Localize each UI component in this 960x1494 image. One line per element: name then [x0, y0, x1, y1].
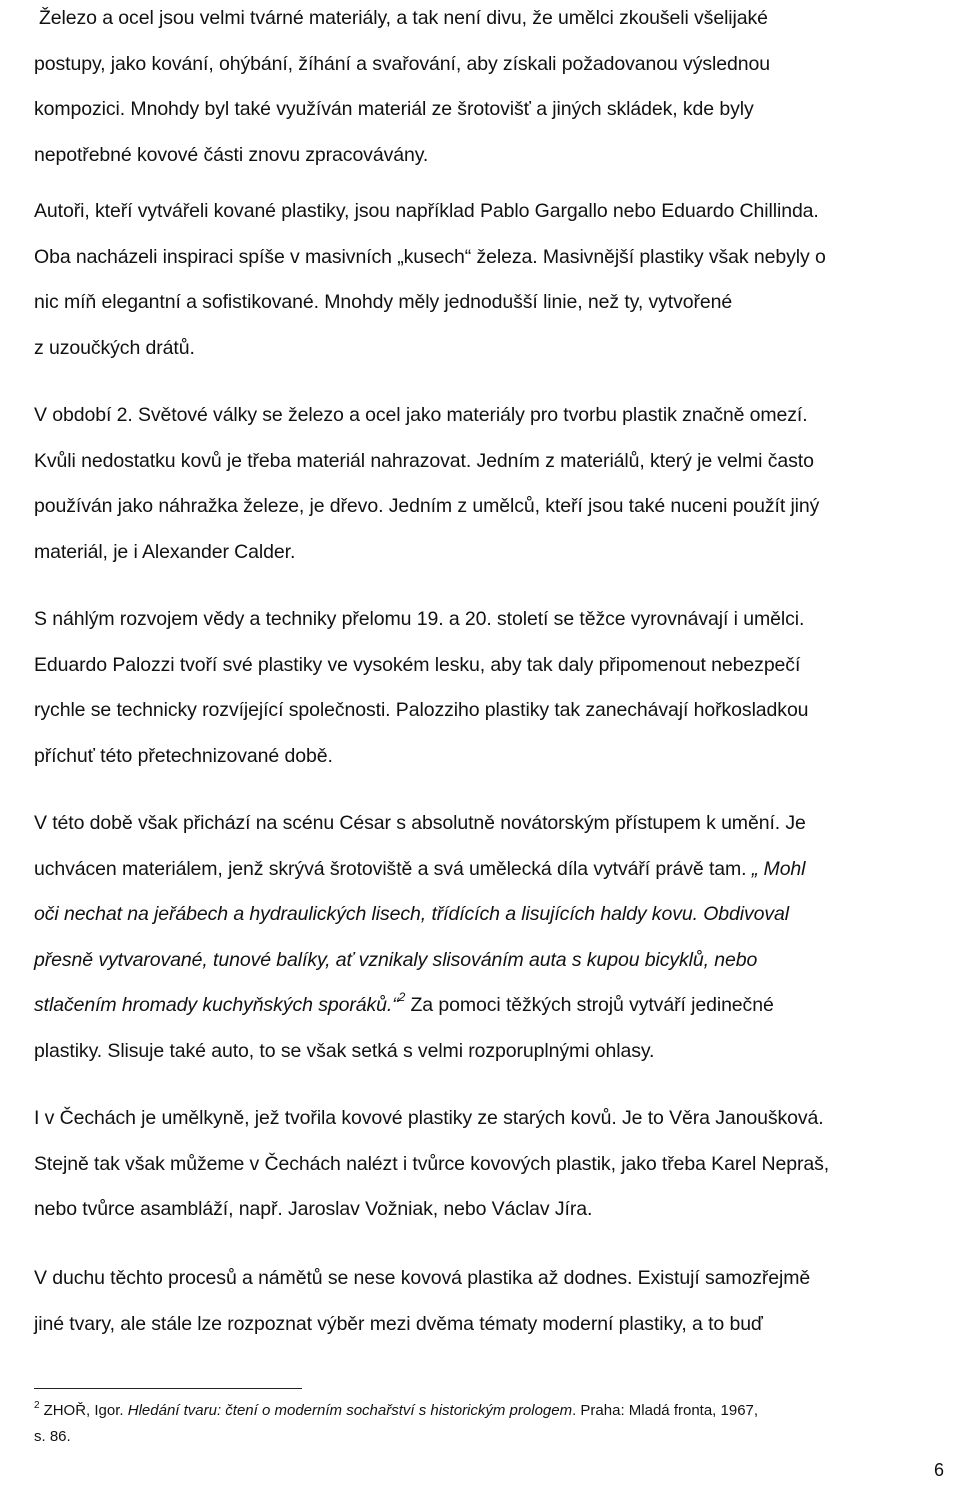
text-line: Eduardo Palozzi tvoří své plastiky ve vysokém lesku, aby tak daly připomenout nebezpečí: [34, 653, 801, 676]
text-segment: Za pomoci těžkých strojů vytváří jedinečné: [405, 994, 774, 1016]
text-line: nic míň elegantní a sofistikované. Mnohdy měly jednodušší linie, než ty, vytvořené: [34, 291, 733, 313]
text-line: [34, 847, 954, 893]
footnote-divider: [34, 1388, 302, 1389]
text-line: Autoři, kteří vytvářeli kované plastiky, jsou například Pablo Gargallo nebo Eduardo Chillinda.: [34, 200, 819, 222]
text-segment: uchvácen materiálem, jenž skrývá šrotoviště a svá umělecká díla vytváří právě tam.: [34, 857, 747, 880]
paragraph-czech-artists: [34, 1096, 954, 1233]
text-line: příchuť této přetechnizované době.: [34, 744, 333, 767]
text-line: I v Čechách je umělkyně, jež tvořila kovové plastiky ze starých kovů. Je to Věra Janoušková.: [34, 1107, 824, 1129]
footnote-reference[interactable]: 2: [398, 990, 406, 1004]
text-line: Kvůli nedostatku kovů je třeba materiál nahrazovat. Jedním z materiálů, který je velmi často: [34, 449, 814, 472]
footnote: [34, 1398, 954, 1450]
text-line: materiál, je i Alexander Calder.: [34, 540, 296, 563]
text-line: nebo tvůrce asambláží, např. Jaroslav Vožniak, nebo Václav Jíra.: [34, 1198, 593, 1220]
paragraph-science-technology: [34, 597, 954, 779]
footnote-title: Hledání tvaru: čtení o moderním sochařství s historickým prologem: [127, 1402, 573, 1419]
quote-end: stlačením hromady kuchyňských sporáků.“: [34, 994, 399, 1016]
footnote-publisher: . Praha: Mladá fronta, 1967,: [572, 1402, 759, 1419]
paragraph-cesar: [34, 801, 954, 1074]
text-line: Stejně tak však můžeme v Čechách nalézt i tvůrce kovových plastik, jako třeba Karel Nepraš,: [34, 1152, 830, 1175]
text-line: V duchu těchto procesů a námětů se nese kovová plastika až dodnes. Existují samozřejmě: [34, 1267, 811, 1289]
text-line: nepotřebné kovové části znovu zpracovávány.: [34, 143, 429, 166]
text-line: V této době však přichází na scénu César s absolutně novátorským přístupem k umění. Je: [34, 812, 806, 834]
quote-line: oči nechat na jeřábech a hydraulických lisech, třídících a lisujících haldy kovu. Obdivoval: [34, 903, 790, 925]
text-line: rychle se technicky rozvíjející společnosti. Palozziho plastiky tak zanechávají hořkosladkou: [34, 699, 809, 721]
paragraph-iron-steel-techniques: [34, 0, 954, 178]
quote-line: přesně vytvarované, tunové balíky, ať vznikaly slisováním auta s kupou bicyklů, nebo: [34, 948, 758, 971]
text-line: postupy, jako kování, ohýbání, žíhání a svařování, aby získali požadovanou výslednou: [34, 52, 770, 75]
text-line: Železo a ocel jsou velmi tvárné materiály, a tak není divu, že umělci zkoušeli všelijaké: [39, 7, 768, 29]
text-line: [34, 983, 954, 1029]
quote-start: „ Mohl: [746, 857, 806, 880]
footnote-author: ZHOŘ, Igor.: [43, 1402, 128, 1419]
footnote-line: [34, 1398, 954, 1424]
text-line: Oba nacházeli inspiraci spíše v masivních „kusech“ železa. Masivnější plastiky však nebyly o: [34, 245, 826, 268]
text-line: V období 2. Světové války se železo a ocel jako materiály pro tvorbu plastik značně omezí.: [34, 404, 808, 426]
page-number: 6: [933, 1460, 944, 1480]
text-line: jiné tvary, ale stále lze rozpoznat výběr mezi dvěma tématy moderní plastiky, a to buď: [34, 1312, 763, 1335]
text-line: S náhlým rozvojem vědy a techniky přelomu 19. a 20. století se těžce vyrovnávají i umělci.: [34, 608, 805, 630]
text-line: používán jako náhražka železe, je dřevo. Jedním z umělců, kteří jsou také nuceni použít jiný: [34, 495, 820, 517]
footnote-pages: s. 86.: [34, 1428, 71, 1445]
footnote-number: 2: [34, 1400, 40, 1411]
text-line: kompozici. Mnohdy byl také využíván materiál ze šrotovišť a jiných skládek, kde byly: [34, 98, 754, 120]
paragraph-world-war-two: [34, 393, 954, 575]
paragraph-forged-sculptures: [34, 189, 954, 371]
text-line: z uzoučkých drátů.: [34, 336, 195, 359]
paragraph-present-day: [34, 1256, 954, 1347]
text-line: plastiky. Slisuje také auto, to se však setká s velmi rozporuplnými ohlasy.: [34, 1039, 655, 1062]
